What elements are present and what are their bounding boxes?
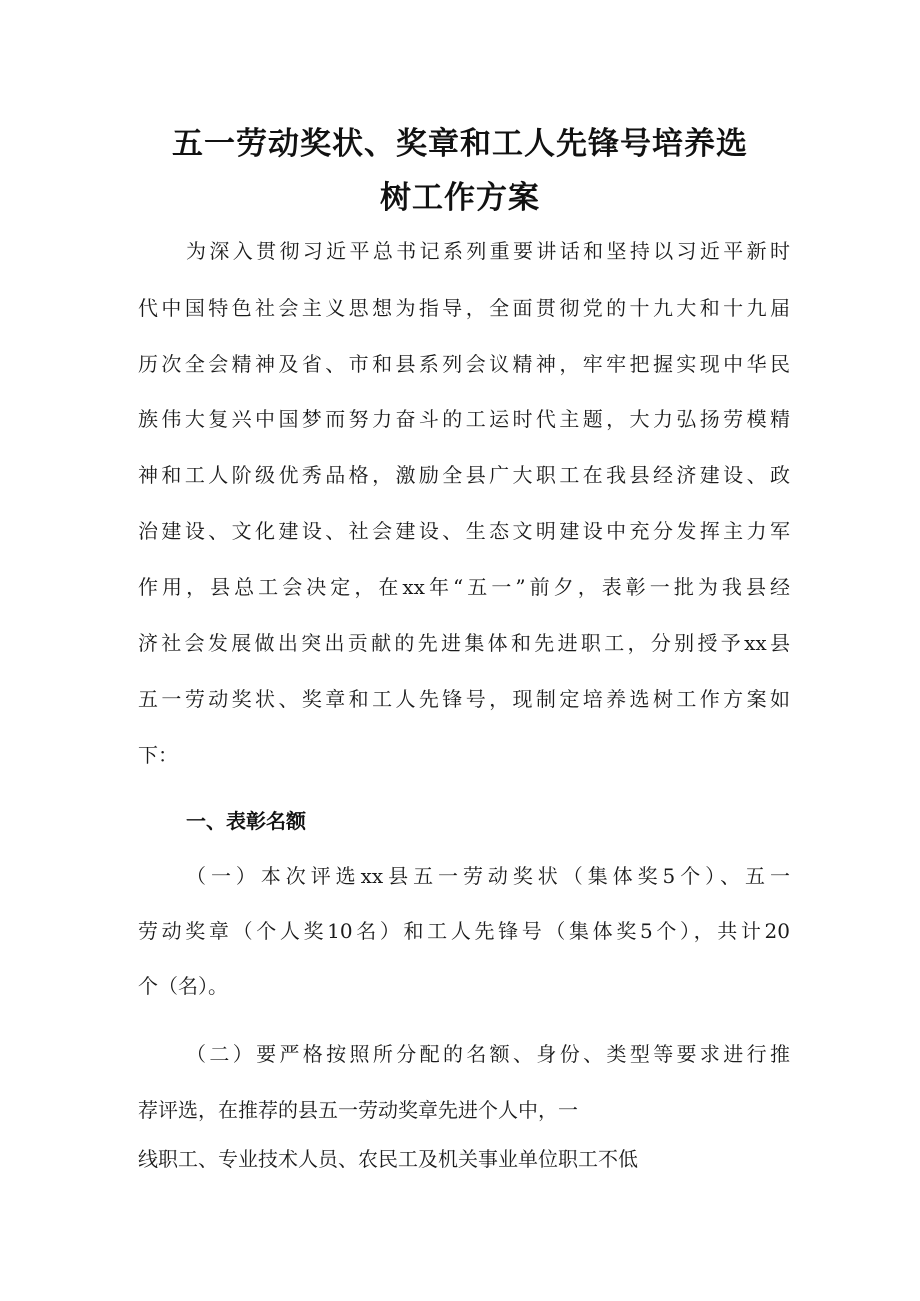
item-1-line-1: （一）本次评选xx县五一劳动奖状（集体奖5个）、五一 <box>186 864 790 888</box>
item-1-line-3: 个（名）。 <box>138 974 228 998</box>
document-title-line-1: 五一劳动奖状、奖章和工人先锋号培养选 <box>172 126 748 162</box>
intro-line-3: 历次全会精神及省、市和县系列会议精神，牢牢把握实现中华民 <box>138 352 790 376</box>
document-title-line-2: 树工作方案 <box>380 180 540 216</box>
intro-line-7: 作用，县总工会决定，在xx年“五一”前夕，表彰一批为我县经 <box>138 575 790 599</box>
section-1-heading: 一、表彰名额 <box>186 809 306 833</box>
item-2-line-3: 线职工、专业技术人员、农民工及机关事业单位职工不低 <box>138 1147 638 1171</box>
item-1-line-2: 劳动奖章（个人奖10名）和工人先锋号（集体奖5个），共计20 <box>138 919 790 943</box>
intro-line-10: 下： <box>138 743 178 767</box>
intro-line-1: 为深入贯彻习近平总书记系列重要讲话和坚持以习近平新时 <box>186 239 790 263</box>
item-2-line-1: （二）要严格按照所分配的名额、身份、类型等要求进行推 <box>186 1042 790 1066</box>
intro-line-2: 代中国特色社会主义思想为指导，全面贯彻党的十九大和十九届 <box>138 296 790 320</box>
intro-line-8: 济社会发展做出突出贡献的先进集体和先进职工，分别授予xx县 <box>138 631 790 655</box>
item-2-line-2: 荐评选，在推荐的县五一劳动奖章先进个人中，一 <box>138 1098 578 1122</box>
intro-line-4: 族伟大复兴中国梦而努力奋斗的工运时代主题，大力弘扬劳模精 <box>138 407 790 431</box>
intro-line-5: 神和工人阶级优秀品格，激励全县广大职工在我县经济建设、政 <box>138 463 790 487</box>
intro-line-6: 治建设、文化建设、社会建设、生态文明建设中充分发挥主力军 <box>138 519 790 543</box>
intro-line-9: 五一劳动奖状、奖章和工人先锋号，现制定培养选树工作方案如 <box>138 687 790 711</box>
